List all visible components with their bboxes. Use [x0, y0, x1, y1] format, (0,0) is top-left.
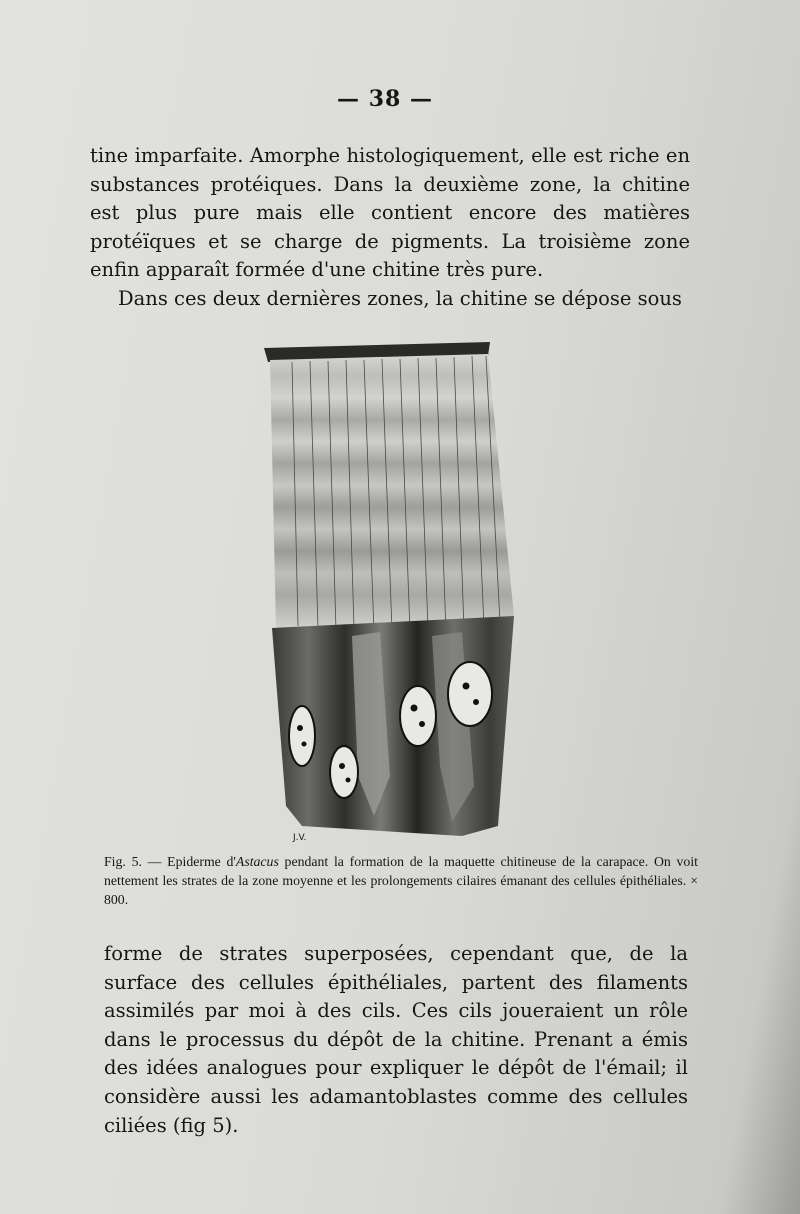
top-paragraph-text: tine imparfaite. Amorphe histologiquement, elle est riche en substances protéiques. Dans la deuxième zone, la chitine est plus pure mais elle contient encore des matières protéïques et se charge de pigments. La troisième zone enfin apparaît formée d'une chitine très pure. — [90, 144, 690, 282]
page-number: — 38 — — [337, 86, 433, 112]
epidermis-drawing — [262, 336, 522, 846]
caption-body: pendant la formation de la maquette chitineuse de la carapace. On voit nettement les strates de la zone moyenne et les prolongements cilaires émanant des cellules épithéliales. × 800. — [104, 854, 698, 907]
artist-signature: J.V. — [293, 833, 307, 843]
top-paragraph-continuation: Dans ces deux dernières zones, la chitine se dépose sous — [118, 286, 682, 310]
bottom-paragraph-text: forme de strates superposées, cependant que, de la surface des cellules épithéliales, partent des filaments assimilés par moi à des cils. Ces cils joueraient un rôle dans le processus du dépôt de la chitine. Prenant a émis des idées analogues pour expliquer le dépôt de l'émail; il considère aussi les adamantoblastes comme des cellules ciliées (fig 5). — [104, 942, 688, 1137]
bottom-paragraph — [104, 940, 688, 1140]
caption-genus: Astacus — [235, 854, 279, 869]
caption-prefix: Fig. 5. — Epiderme d' — [104, 854, 236, 869]
top-paragraph — [90, 142, 690, 314]
figure-epidermis-illustration — [262, 336, 522, 846]
figure-caption — [104, 852, 698, 909]
